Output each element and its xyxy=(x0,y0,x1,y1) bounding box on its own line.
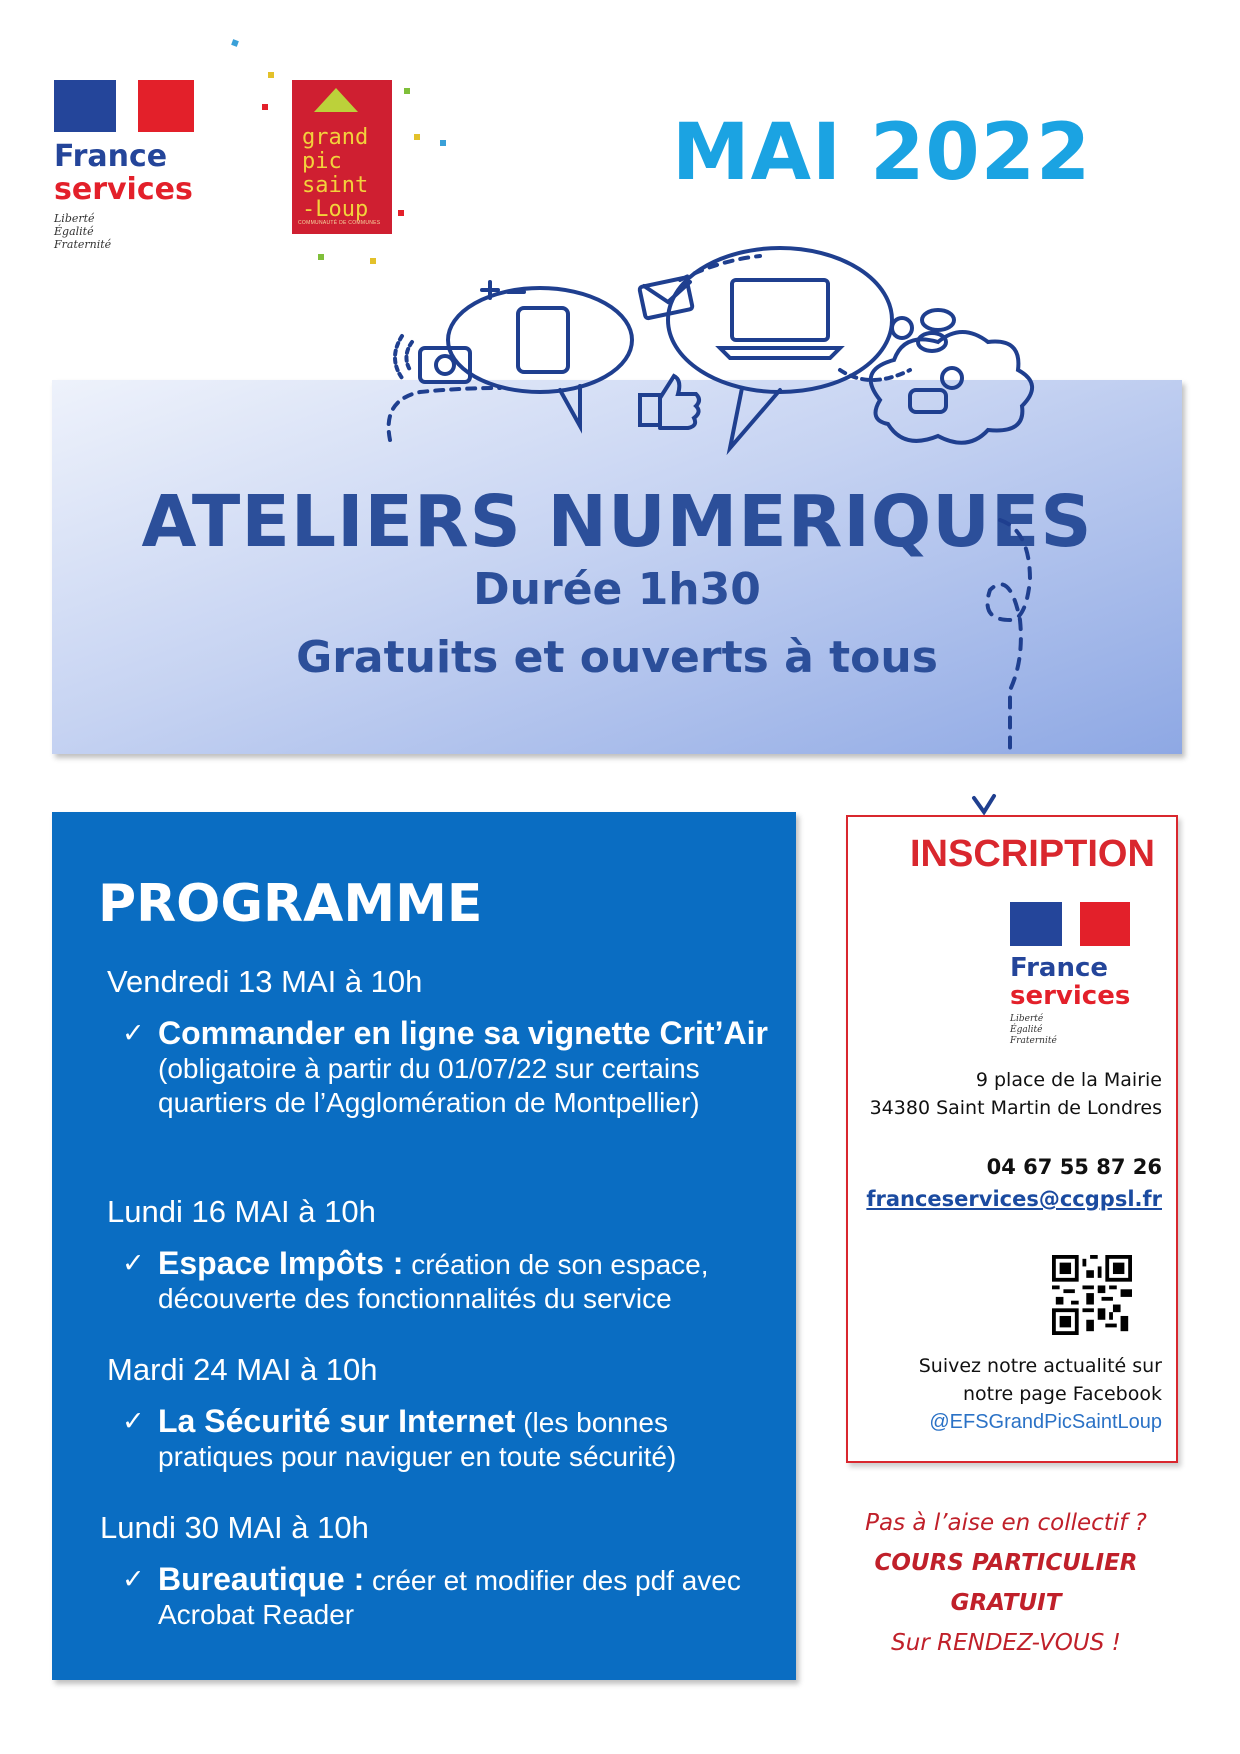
checkmark-icon: ✓ xyxy=(122,1406,145,1436)
inscription-title: INSCRIPTION xyxy=(910,833,1155,875)
confetti-icon xyxy=(231,39,239,47)
note-line-3: GRATUIT xyxy=(950,1590,1062,1616)
facebook-handle-link[interactable]: @EFSGrandPicSaintLoup xyxy=(929,1411,1162,1433)
marianne-flag-icon xyxy=(54,80,194,132)
address-line-2: 34380 Saint Martin de Londres xyxy=(869,1097,1162,1119)
grand-pic-saint-loup-logo: grand pic saint -Loup COMMUNAUTÉ DE COMMUNES xyxy=(292,80,392,234)
cloud-chat-icon xyxy=(871,332,1032,443)
confetti-icon xyxy=(404,88,410,94)
phone-number[interactable]: 04 67 55 87 26 xyxy=(986,1155,1162,1179)
banner-title: ATELIERS NUMERIQUES xyxy=(141,480,1093,563)
digital-doodles-illustration xyxy=(340,230,1180,820)
checkmark-icon: ✓ xyxy=(122,1018,145,1048)
marianne-flag-icon xyxy=(1010,902,1130,946)
confetti-icon xyxy=(262,104,268,110)
tablet-bubble-icon xyxy=(448,288,632,426)
programme-heading: PROGRAMME xyxy=(98,874,483,934)
confetti-icon xyxy=(268,72,274,78)
month-title: MAI 2022 xyxy=(672,108,1092,198)
qr-code-icon[interactable] xyxy=(1052,1255,1132,1335)
follow-text-2: notre page Facebook xyxy=(962,1383,1162,1405)
session-day: Lundi 16 MAI à 10h xyxy=(107,1194,376,1229)
session-day: Lundi 30 MAI à 10h xyxy=(100,1510,369,1545)
confetti-icon xyxy=(440,140,446,146)
session-day: Mardi 24 MAI à 10h xyxy=(107,1352,378,1387)
session-item: ✓ Bureautique : créer et modifier des pdf avec Acrobat Reader xyxy=(122,1561,741,1630)
laptop-bubble-icon xyxy=(668,248,892,448)
address-line-1: 9 place de la Mairie xyxy=(975,1069,1162,1091)
note-line-2: COURS PARTICULIER xyxy=(874,1550,1138,1576)
email-link[interactable]: franceservices@ccgpsl.fr xyxy=(866,1187,1162,1211)
programme-box xyxy=(52,812,796,1680)
confetti-icon xyxy=(414,134,420,140)
session-day: Vendredi 13 MAI à 10h xyxy=(107,964,423,999)
thumbs-up-icon xyxy=(640,376,699,428)
banner-subtitle: Gratuits et ouverts à tous xyxy=(296,632,938,683)
camera-icon xyxy=(395,336,470,382)
logo-line-france: France xyxy=(54,139,168,174)
checkmark-icon: ✓ xyxy=(122,1564,145,1594)
dashed-arrow-icon xyxy=(389,388,500,440)
logo-line-services: services xyxy=(54,172,193,207)
mountain-icon xyxy=(314,88,358,112)
dashed-arrow-icon xyxy=(988,520,1031,750)
arrow-head-icon xyxy=(974,796,994,812)
inscription-box xyxy=(846,815,1178,1463)
banner-duration: Durée 1h30 xyxy=(473,564,761,615)
session-item: ✓ La Sécurité sur Internet (les bonnes pratiques pour naviguer en toute sécurité) xyxy=(122,1403,677,1472)
note-line-1: Pas à l’aise en collectif ? xyxy=(865,1510,1147,1536)
france-services-logo xyxy=(54,80,199,251)
france-services-logo: France services Liberté Égalité Fraternité xyxy=(1010,902,1140,1047)
confetti-icon xyxy=(398,210,404,216)
checkmark-icon: ✓ xyxy=(122,1248,145,1278)
confetti-icon xyxy=(318,254,324,260)
logo-motto: Liberté Égalité Fraternité xyxy=(54,212,112,251)
session-item: ✓ Espace Impôts : création de son espace, découverte des fonctionnalités du service xyxy=(122,1245,709,1314)
follow-text-1: Suivez notre actualité sur xyxy=(918,1355,1162,1377)
note-line-4: Sur RENDEZ-VOUS ! xyxy=(891,1630,1121,1656)
session-item: ✓ Commander en ligne sa vignette Crit’Air (obligatoire à partir du 01/07/22 sur certains quartiers de l’Agglomération de Montpellier) xyxy=(122,1015,768,1118)
